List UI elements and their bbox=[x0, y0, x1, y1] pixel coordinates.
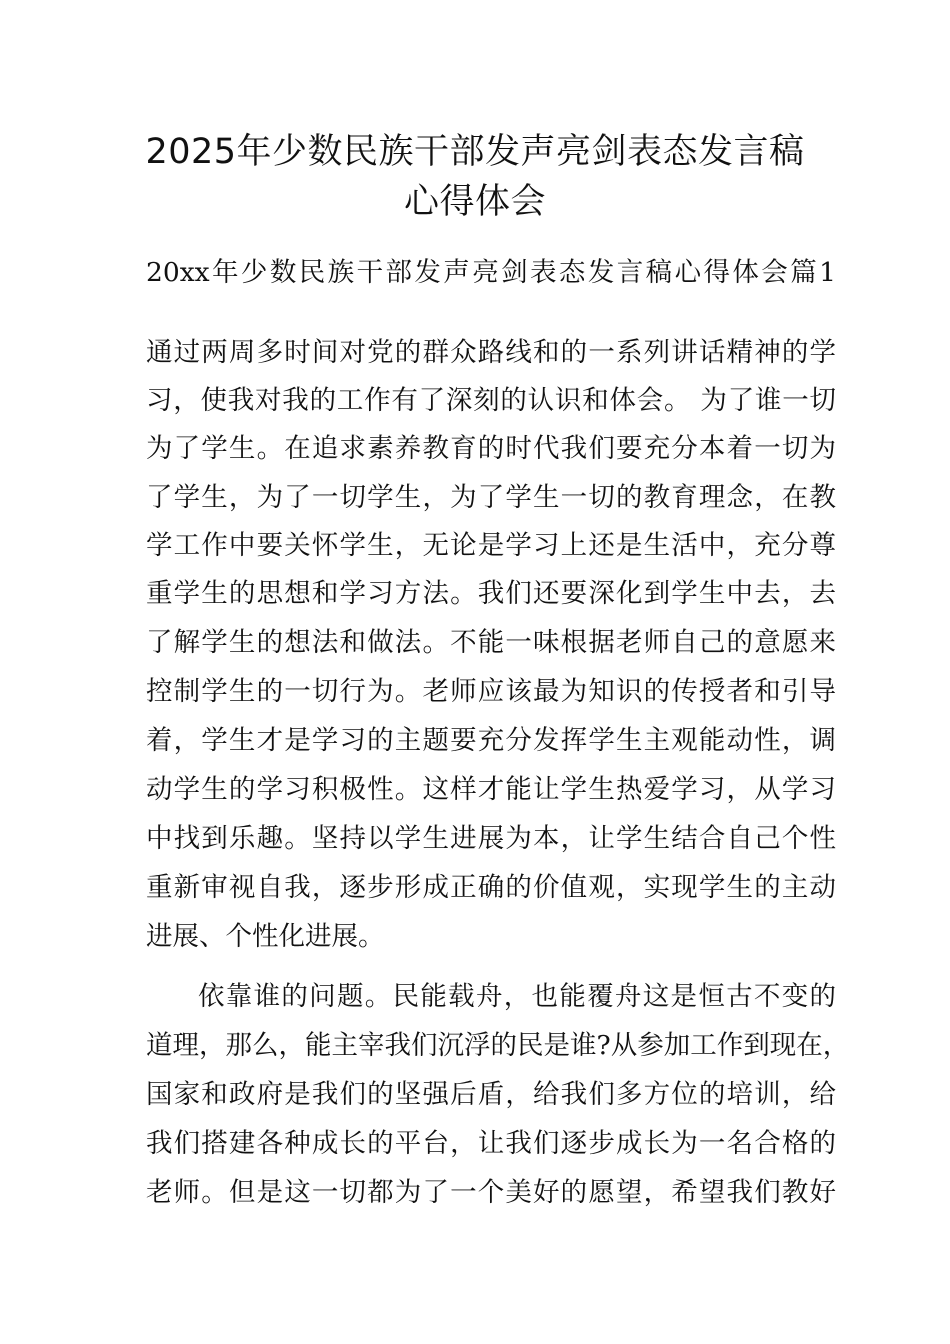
paragraph-2-line-3: 国家和政府是我们的坚强后盾，给我们多方位的培训，给 bbox=[146, 1079, 836, 1110]
paragraph-1-line-5: 了学生，为了一切学生，为了学生一切的教育理念，在教 bbox=[146, 482, 836, 513]
paragraph-2-line-4: 我们搭建各种成长的平台，让我们逐步成长为一名合格的 bbox=[146, 1128, 836, 1159]
paragraph-1-line-4: 为了学生。在追求素养教育的时代我们要充分本着一切为 bbox=[146, 433, 836, 464]
paragraph-2-line-2: 道理，那么，能主宰我们沉浮的民是谁?从参加工作到现在， bbox=[146, 1030, 850, 1061]
paragraph-2-line-5: 老师。但是这一切都为了一个美好的愿望，希望我们教好 bbox=[146, 1177, 836, 1208]
paragraph-1-line-3: 习，使我对我的工作有了深刻的认识和体会。 为了谁一切 bbox=[146, 385, 836, 416]
paragraph-1-line-11: 动学生的学习积极性。这样才能让学生热爱学习，从学习 bbox=[146, 774, 836, 805]
paragraph-2-line-1: 依靠谁的问题。民能载舟，也能覆舟这是恒古不变的 bbox=[198, 981, 836, 1012]
document-title-line-2: 心得体会 bbox=[403, 182, 546, 222]
paragraph-1-line-7: 重学生的思想和学习方法。我们还要深化到学生中去，去 bbox=[146, 578, 836, 609]
document-title-line-1: 2025年少数民族干部发声亮剑表态发言稿 bbox=[145, 132, 805, 172]
paragraph-1-line-12: 中找到乐趣。坚持以学生进展为本，让学生结合自己个性 bbox=[146, 823, 836, 854]
paragraph-1-line-14: 进展、个性化进展。 bbox=[146, 921, 385, 952]
paragraph-1-line-9: 控制学生的一切行为。老师应该最为知识的传授者和引导 bbox=[146, 676, 836, 707]
paragraph-1-line-13: 重新审视自我，逐步形成正确的价值观，实现学生的主动 bbox=[146, 872, 836, 903]
paragraph-1-line-8: 了解学生的想法和做法。不能一味根据老师自己的意愿来 bbox=[146, 627, 836, 658]
paragraph-1-line-2: 通过两周多时间对党的群众路线和的一系列讲话精神的学 bbox=[146, 337, 836, 368]
paragraph-1-line-6: 学工作中要关怀学生，无论是学习上还是生活中，充分尊 bbox=[146, 530, 836, 561]
paragraph-1-line-10: 着，学生才是学习的主题要充分发挥学生主观能动性，调 bbox=[146, 725, 836, 756]
paragraph-1-line-1: 20xx年少数民族干部发声亮剑表态发言稿心得体会篇1 bbox=[146, 257, 836, 288]
